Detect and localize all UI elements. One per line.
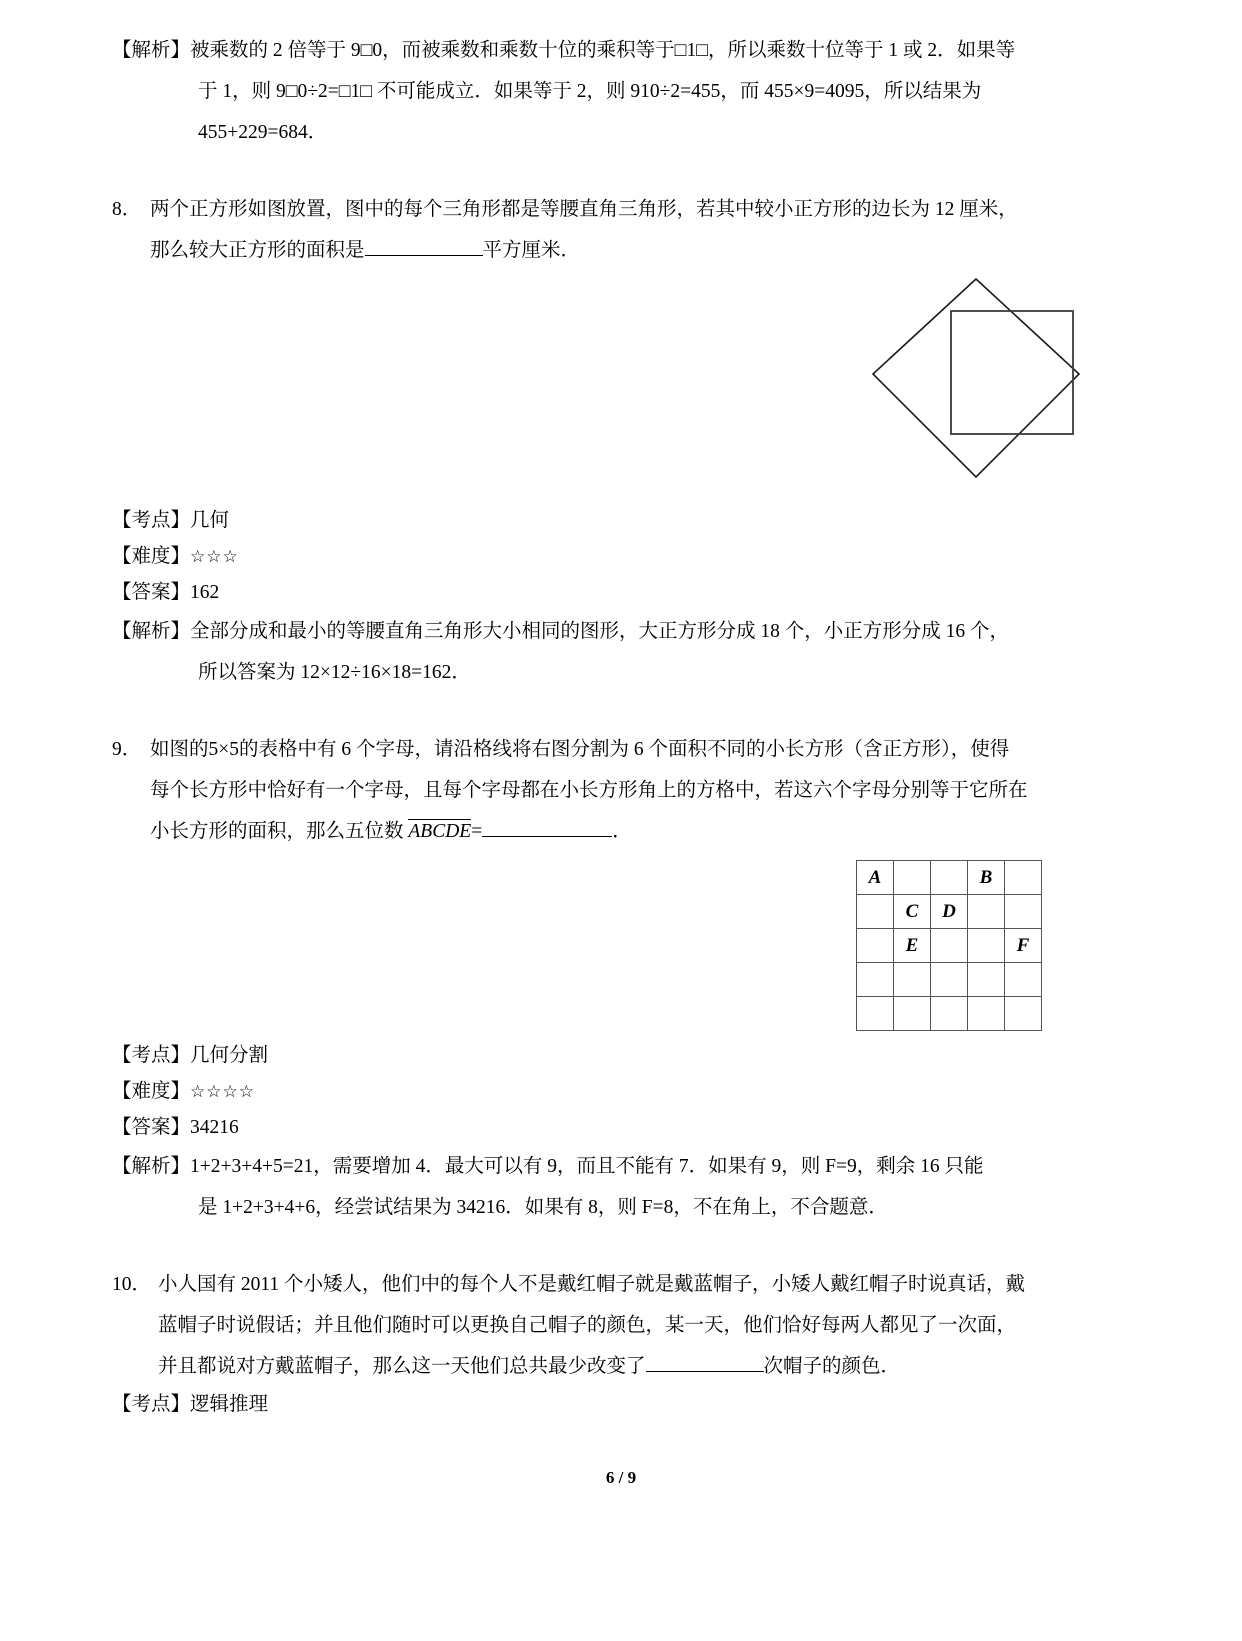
- q9-difficulty-stars: ☆☆☆☆: [190, 1082, 255, 1102]
- grid-cell-r4c3[interactable]: [931, 963, 968, 997]
- q9-nandu-label: 【难度】: [112, 1081, 191, 1102]
- grid-cell-r4c1[interactable]: [857, 963, 894, 997]
- q8-daan-row: [112, 575, 1122, 611]
- q10-stem-line3-b: 次帽子的颜色．: [763, 1356, 901, 1377]
- page-footer: [0, 1468, 1242, 1488]
- q9-jiexi-line2-row: [112, 1187, 1122, 1228]
- table-row: [857, 997, 1042, 1031]
- grid-cell-r5c4[interactable]: [968, 997, 1005, 1031]
- q8-stem-line1: 两个正方形如图放置，图中的每个三角形都是等腰直角三角形，若其中较小正方形的边长为 12 厘米，: [150, 199, 1018, 220]
- letter-grid-table: [856, 860, 1042, 1031]
- grid-cell-r5c1[interactable]: [857, 997, 894, 1031]
- table-row: [857, 929, 1042, 963]
- grid-cell-r1c2[interactable]: [894, 861, 931, 895]
- q9-stem-line3-row: [112, 811, 1122, 852]
- q9-daan-value: 34216: [190, 1117, 239, 1138]
- q7-solution-block: [112, 30, 1122, 71]
- q10-number: 10．: [112, 1274, 152, 1295]
- q9-kaodian-value: 几何分割: [190, 1045, 269, 1066]
- q7-solution-body: [190, 30, 1122, 71]
- q8-daan-label: 【答案】: [112, 582, 191, 603]
- grid-cell-r2c1[interactable]: [857, 895, 894, 929]
- q8-jiexi-label: 【解析】: [112, 621, 191, 642]
- q9-stem-line3-c: ．: [612, 821, 632, 842]
- q8-nandu-label: 【难度】: [112, 546, 191, 567]
- q10-stem-line1: 小人国有 2011 个小矮人，他们中的每个人不是戴红帽子就是戴蓝帽子，小矮人戴红帽子时说真话，戴: [158, 1274, 1026, 1295]
- q8-jiexi-block: [112, 611, 1122, 652]
- q9-stem-line3-a: 小长方形的面积，那么五位数: [150, 821, 409, 842]
- grid-cell-r2c5[interactable]: [1005, 895, 1042, 929]
- spacer: [112, 693, 1122, 729]
- q7-solution-label: 【解析】: [112, 40, 191, 61]
- q8-difficulty-stars: ☆☆☆: [190, 547, 239, 567]
- q9-kaodian-row: [112, 1038, 1122, 1074]
- q8-jiexi-line2: 所以答案为 12×12÷16×18=162．: [198, 662, 471, 683]
- table-row: [857, 963, 1042, 997]
- q8-stem-block: [112, 189, 1122, 230]
- grid-cell-r3c3[interactable]: [931, 929, 968, 963]
- q9-kaodian-label: 【考点】: [112, 1045, 191, 1066]
- q8-stem-line2-a: 那么较大正方形的面积是: [150, 240, 365, 261]
- q8-stem-line2-b: 平方厘米．: [482, 240, 581, 261]
- letter-grid-body: [857, 861, 1042, 1031]
- q10-stem-line3-a: 并且都说对方戴蓝帽子，那么这一天他们总共最少改变了: [158, 1356, 646, 1377]
- grid-cell-r1c5[interactable]: [1005, 861, 1042, 895]
- table-row: [857, 895, 1042, 929]
- grid-cell-r1c1[interactable]: A: [857, 861, 894, 895]
- q9-stem-line2-row: [112, 770, 1122, 811]
- q9-stem-line2: 每个长方形中恰好有一个字母，且每个字母都在小长方形角上的方格中，若这六个字母分别等于它所在: [150, 780, 1028, 801]
- grid-cell-r2c2[interactable]: C: [894, 895, 931, 929]
- q9-answer-blank[interactable]: [482, 836, 612, 837]
- grid-cell-r5c5[interactable]: [1005, 997, 1042, 1031]
- spacer: [112, 1228, 1122, 1264]
- upright-square-shape: [951, 311, 1073, 434]
- page-content: [112, 0, 1122, 1423]
- q7-solution-line2-row: [112, 71, 1122, 112]
- q9-stem-line3-b: =: [471, 821, 483, 842]
- q9-jiexi-block: [112, 1146, 1122, 1187]
- q10-kaodian-row: [112, 1387, 1122, 1423]
- grid-cell-r4c4[interactable]: [968, 963, 1005, 997]
- q9-daan-label: 【答案】: [112, 1117, 191, 1138]
- q8-jiexi-line2-row: [112, 652, 1122, 693]
- grid-cell-r5c3[interactable]: [931, 997, 968, 1031]
- q8-number: 8．: [112, 199, 142, 220]
- q8-jiexi-line1: 全部分成和最小的等腰直角三角形大小相同的图形，大正方形分成 18 个，小正方形分成 16 个，: [190, 621, 1010, 642]
- q8-nandu-row: [112, 539, 1122, 575]
- rotated-square-shape: [873, 279, 1079, 477]
- q10-kaodian-label: 【考点】: [112, 1394, 191, 1415]
- page-number: 6 / 9: [605, 1468, 637, 1487]
- grid-cell-r3c1[interactable]: [857, 929, 894, 963]
- q7-solution-line3: 455+229=684．: [198, 122, 328, 143]
- q7-solution-line2: 于 1，则 9□0÷2=□1□ 不可能成立．如果等于 2，则 910÷2=455，而 455×9=4095，所以结果为: [198, 81, 982, 102]
- q9-figure: [112, 852, 1122, 1038]
- q9-number: 9．: [112, 739, 142, 760]
- grid-cell-r4c5[interactable]: [1005, 963, 1042, 997]
- q9-stem-line1: 如图的5×5的表格中有 6 个字母，请沿格线将右图分割为 6 个面积不同的小长方形（含正方形），使得: [150, 739, 1010, 760]
- grid-cell-r2c4[interactable]: [968, 895, 1005, 929]
- q8-stem-line2-row: [112, 230, 1122, 271]
- q9-nandu-row: [112, 1074, 1122, 1110]
- grid-cell-r3c5[interactable]: F: [1005, 929, 1042, 963]
- q9-number-overline: ABCDE: [408, 821, 472, 842]
- spacer: [112, 153, 1122, 189]
- grid-cell-r4c2[interactable]: [894, 963, 931, 997]
- q8-answer-blank[interactable]: [365, 255, 483, 256]
- q9-daan-row: [112, 1110, 1122, 1146]
- table-row: [857, 861, 1042, 895]
- q10-stem-line3-row: [112, 1346, 1122, 1387]
- grid-cell-r3c4[interactable]: [968, 929, 1005, 963]
- grid-cell-r1c3[interactable]: [931, 861, 968, 895]
- q8-kaodian-label: 【考点】: [112, 510, 191, 531]
- two-overlapping-squares-figure: [868, 271, 1098, 486]
- grid-cell-r1c4[interactable]: B: [968, 861, 1005, 895]
- q9-jiexi-label: 【解析】: [112, 1156, 191, 1177]
- q10-answer-blank[interactable]: [646, 1371, 764, 1372]
- q10-stem-block: [112, 1264, 1122, 1305]
- q8-kaodian-value: 几何: [190, 510, 230, 531]
- grid-cell-r2c3[interactable]: D: [931, 895, 968, 929]
- q10-stem-line2-row: [112, 1305, 1122, 1346]
- q8-figure: [112, 271, 1122, 503]
- q8-daan-value: 162: [190, 582, 220, 603]
- q9-jiexi-line1: 1+2+3+4+5=21，需要增加 4．最大可以有 9，而且不能有 7．如果有 9，则 F=9，剩余 16 只能: [190, 1156, 984, 1177]
- q8-kaodian-row: [112, 503, 1122, 539]
- q9-jiexi-line2: 是 1+2+3+4+6，经尝试结果为 34216．如果有 8，则 F=8，不在角上，不合题意．: [198, 1197, 888, 1218]
- q7-solution-line3-row: [112, 112, 1122, 153]
- q10-stem-line2: 蓝帽子时说假话；并且他们随时可以更换自己帽子的颜色，某一天，他们恰好每两人都见了一次面，: [158, 1315, 1017, 1336]
- q7-solution-line1: 被乘数的 2 倍等于 9□0，而被乘数和乘数十位的乘积等于□1□，所以乘数十位等于 1 或 2．如果等: [190, 40, 1016, 61]
- grid-cell-r3c2[interactable]: E: [894, 929, 931, 963]
- q9-stem-block: [112, 729, 1122, 770]
- grid-cell-r5c2[interactable]: [894, 997, 931, 1031]
- q10-kaodian-value: 逻辑推理: [190, 1394, 269, 1415]
